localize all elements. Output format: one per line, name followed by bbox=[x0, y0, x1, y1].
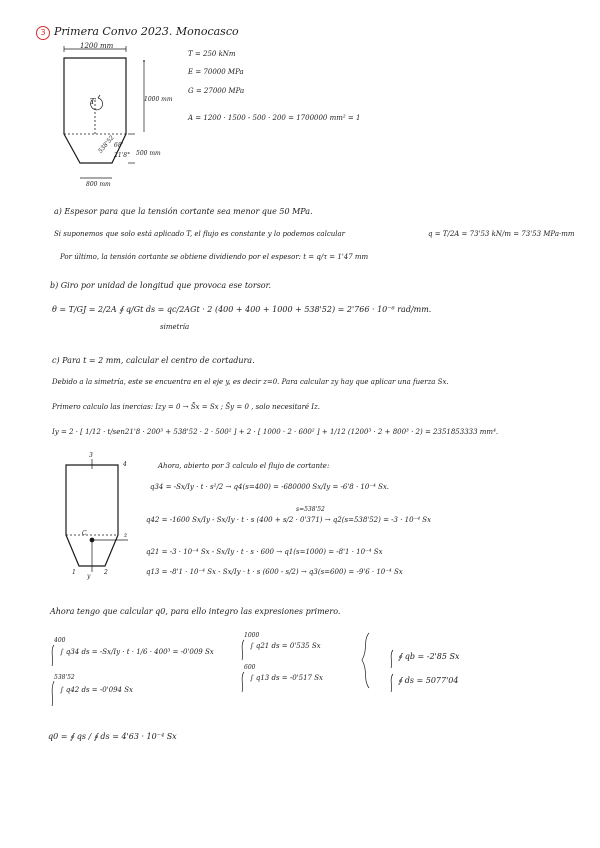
y-axis-label: y bbox=[87, 573, 91, 580]
part-b-title: b) Giro por unidad de longitud que provoca ese torsor. bbox=[50, 281, 272, 290]
part-b-formula: θ = T/GJ = 2/2A ∮ q/Gt ds = qc/2AGt · 2 (400 + 400 + 1000 + 538'52) = 2'766 · 10⁻⁶ rad/mm. bbox=[52, 305, 432, 314]
fuselage-outline-1 bbox=[64, 46, 144, 178]
integral-1-upper: 400 bbox=[54, 637, 66, 644]
integral-2-upper: 538'52 bbox=[54, 674, 75, 681]
flows-intro: Ahora, abierto por 3 calculo el flujo de cortante: bbox=[158, 462, 330, 470]
given-g-mod: G = 27000 MPa bbox=[188, 87, 245, 95]
flow-q13: q13 = -8'1 · 10⁻⁴ Sx - Sx/Iy · t · s (600 - s/2) → q3(s=600) = -9'6 · 10⁻⁴ Sx bbox=[146, 568, 403, 576]
integral-1: ∫ q34 ds = -Sx/Iy · t · 1/6 · 400³ = -0'009 Sx bbox=[60, 648, 214, 656]
angle-label-2: 21'8° bbox=[114, 152, 131, 159]
shear-center-label: C bbox=[82, 530, 87, 537]
flow-q34: q34 = -Sx/Iy · t · s²/2 → q4(s=400) = -680000 Sx/Iy = -6'8 · 10⁻⁴ Sx. bbox=[150, 483, 390, 491]
flow-q42-note: s=538'52 bbox=[296, 506, 325, 513]
integral-4-upper: 600 bbox=[244, 664, 256, 671]
point-1-label: 1 bbox=[72, 569, 76, 576]
final-q0: q0 = ∮ qs / ∮ ds = 4'63 · 10⁻⁴ Sx bbox=[48, 732, 177, 741]
integral-3: ∫ q21 ds = 0'535 Sx bbox=[250, 642, 321, 650]
integral-signs bbox=[52, 633, 393, 706]
result-ds: ∮ ds = 5077'04 bbox=[398, 676, 459, 685]
part-c-inertia: Iy = 2 · [ 1/12 · t/sen21'8 · 200³ + 538'52 · 2 · 500² ] + 2 · [ 1000 · 2 · 600² ] + 1/12 (1200³ · 2 + 800³ · 2) = 2351853333 mm⁴. bbox=[52, 428, 499, 436]
integral-4: ∫ q13 ds = -0'517 Sx bbox=[250, 674, 323, 682]
z-axis-label: z bbox=[124, 532, 128, 539]
point-3-label: 3 bbox=[89, 452, 93, 459]
page-title: Primera Convo 2023. Monocasco bbox=[54, 25, 239, 38]
side-label: 500 mm bbox=[136, 150, 161, 157]
angle-label: 68' bbox=[114, 142, 124, 149]
integral-2: ∫ q42 ds = -0'094 Sx bbox=[60, 686, 133, 694]
part-a-formula: q = T/2A = 73'53 kN/m = 73'53 MPa·mm bbox=[428, 230, 575, 238]
given-e-mod: E = 70000 MPa bbox=[188, 68, 244, 76]
part-c-title: c) Para t = 2 mm, calcular el centro de cortadura. bbox=[52, 356, 255, 365]
bottom-width-label: 800 mm bbox=[86, 181, 111, 188]
given-torque: T = 250 kNm bbox=[188, 50, 236, 58]
integral-3-upper: 1000 bbox=[244, 632, 260, 639]
part-c-line2: Primero calculo las inercias: Izy = 0 → S̄x = Sx ; S̄y = 0 , solo necesitaré Iz. bbox=[52, 403, 320, 411]
slant-label: 538'52 bbox=[97, 134, 116, 155]
given-area: A = 1200 · 1500 - 500 · 200 = 1700000 mm² = 1 bbox=[188, 114, 361, 122]
part-a-title: a) Espesor para que la tensión cortante sea menor que 50 MPa. bbox=[54, 207, 313, 216]
top-width-label: 1200 mm bbox=[80, 42, 114, 50]
height-label: 1000 mm bbox=[144, 96, 173, 103]
torque-symbol: T bbox=[90, 97, 96, 106]
part-b-note: simetría bbox=[160, 323, 190, 331]
point-4-label: 4 bbox=[123, 461, 127, 468]
problem-number: 3 bbox=[36, 26, 50, 40]
part-a-line2: Por último, la tensión cortante se obtiene dividiendo por el espesor: t = q/τ = 1'47 mm bbox=[60, 253, 369, 261]
part-a-line1: Si suponemos que solo está aplicado T, el flujo es constante y lo podemos calcular bbox=[54, 230, 346, 238]
integrals-intro: Ahora tengo que calcular q0, para ello integro las expresiones primero. bbox=[50, 607, 341, 616]
flow-q42: q42 = -1600 Sx/Iy - Sx/Iy · t · s (400 + s/2 · 0'371) → q2(s=538'52) = -3 · 10⁻⁴ Sx bbox=[146, 516, 432, 524]
point-2-label: 2 bbox=[104, 569, 108, 576]
part-c-line1: Debido a la simetría, este se encuentra en el eje y, es decir z=0. Para calcular zy hay que aplicar una fuerza Sx. bbox=[52, 378, 449, 386]
fuselage-outline-2 bbox=[66, 459, 128, 572]
flow-q21: q21 = -3 · 10⁻⁴ Sx - Sx/Iy · t · s · 600 → q1(s=1000) = -8'1 · 10⁻⁴ Sx bbox=[146, 548, 383, 556]
result-qb: ∮ qb = -2'85 Sx bbox=[398, 652, 460, 661]
